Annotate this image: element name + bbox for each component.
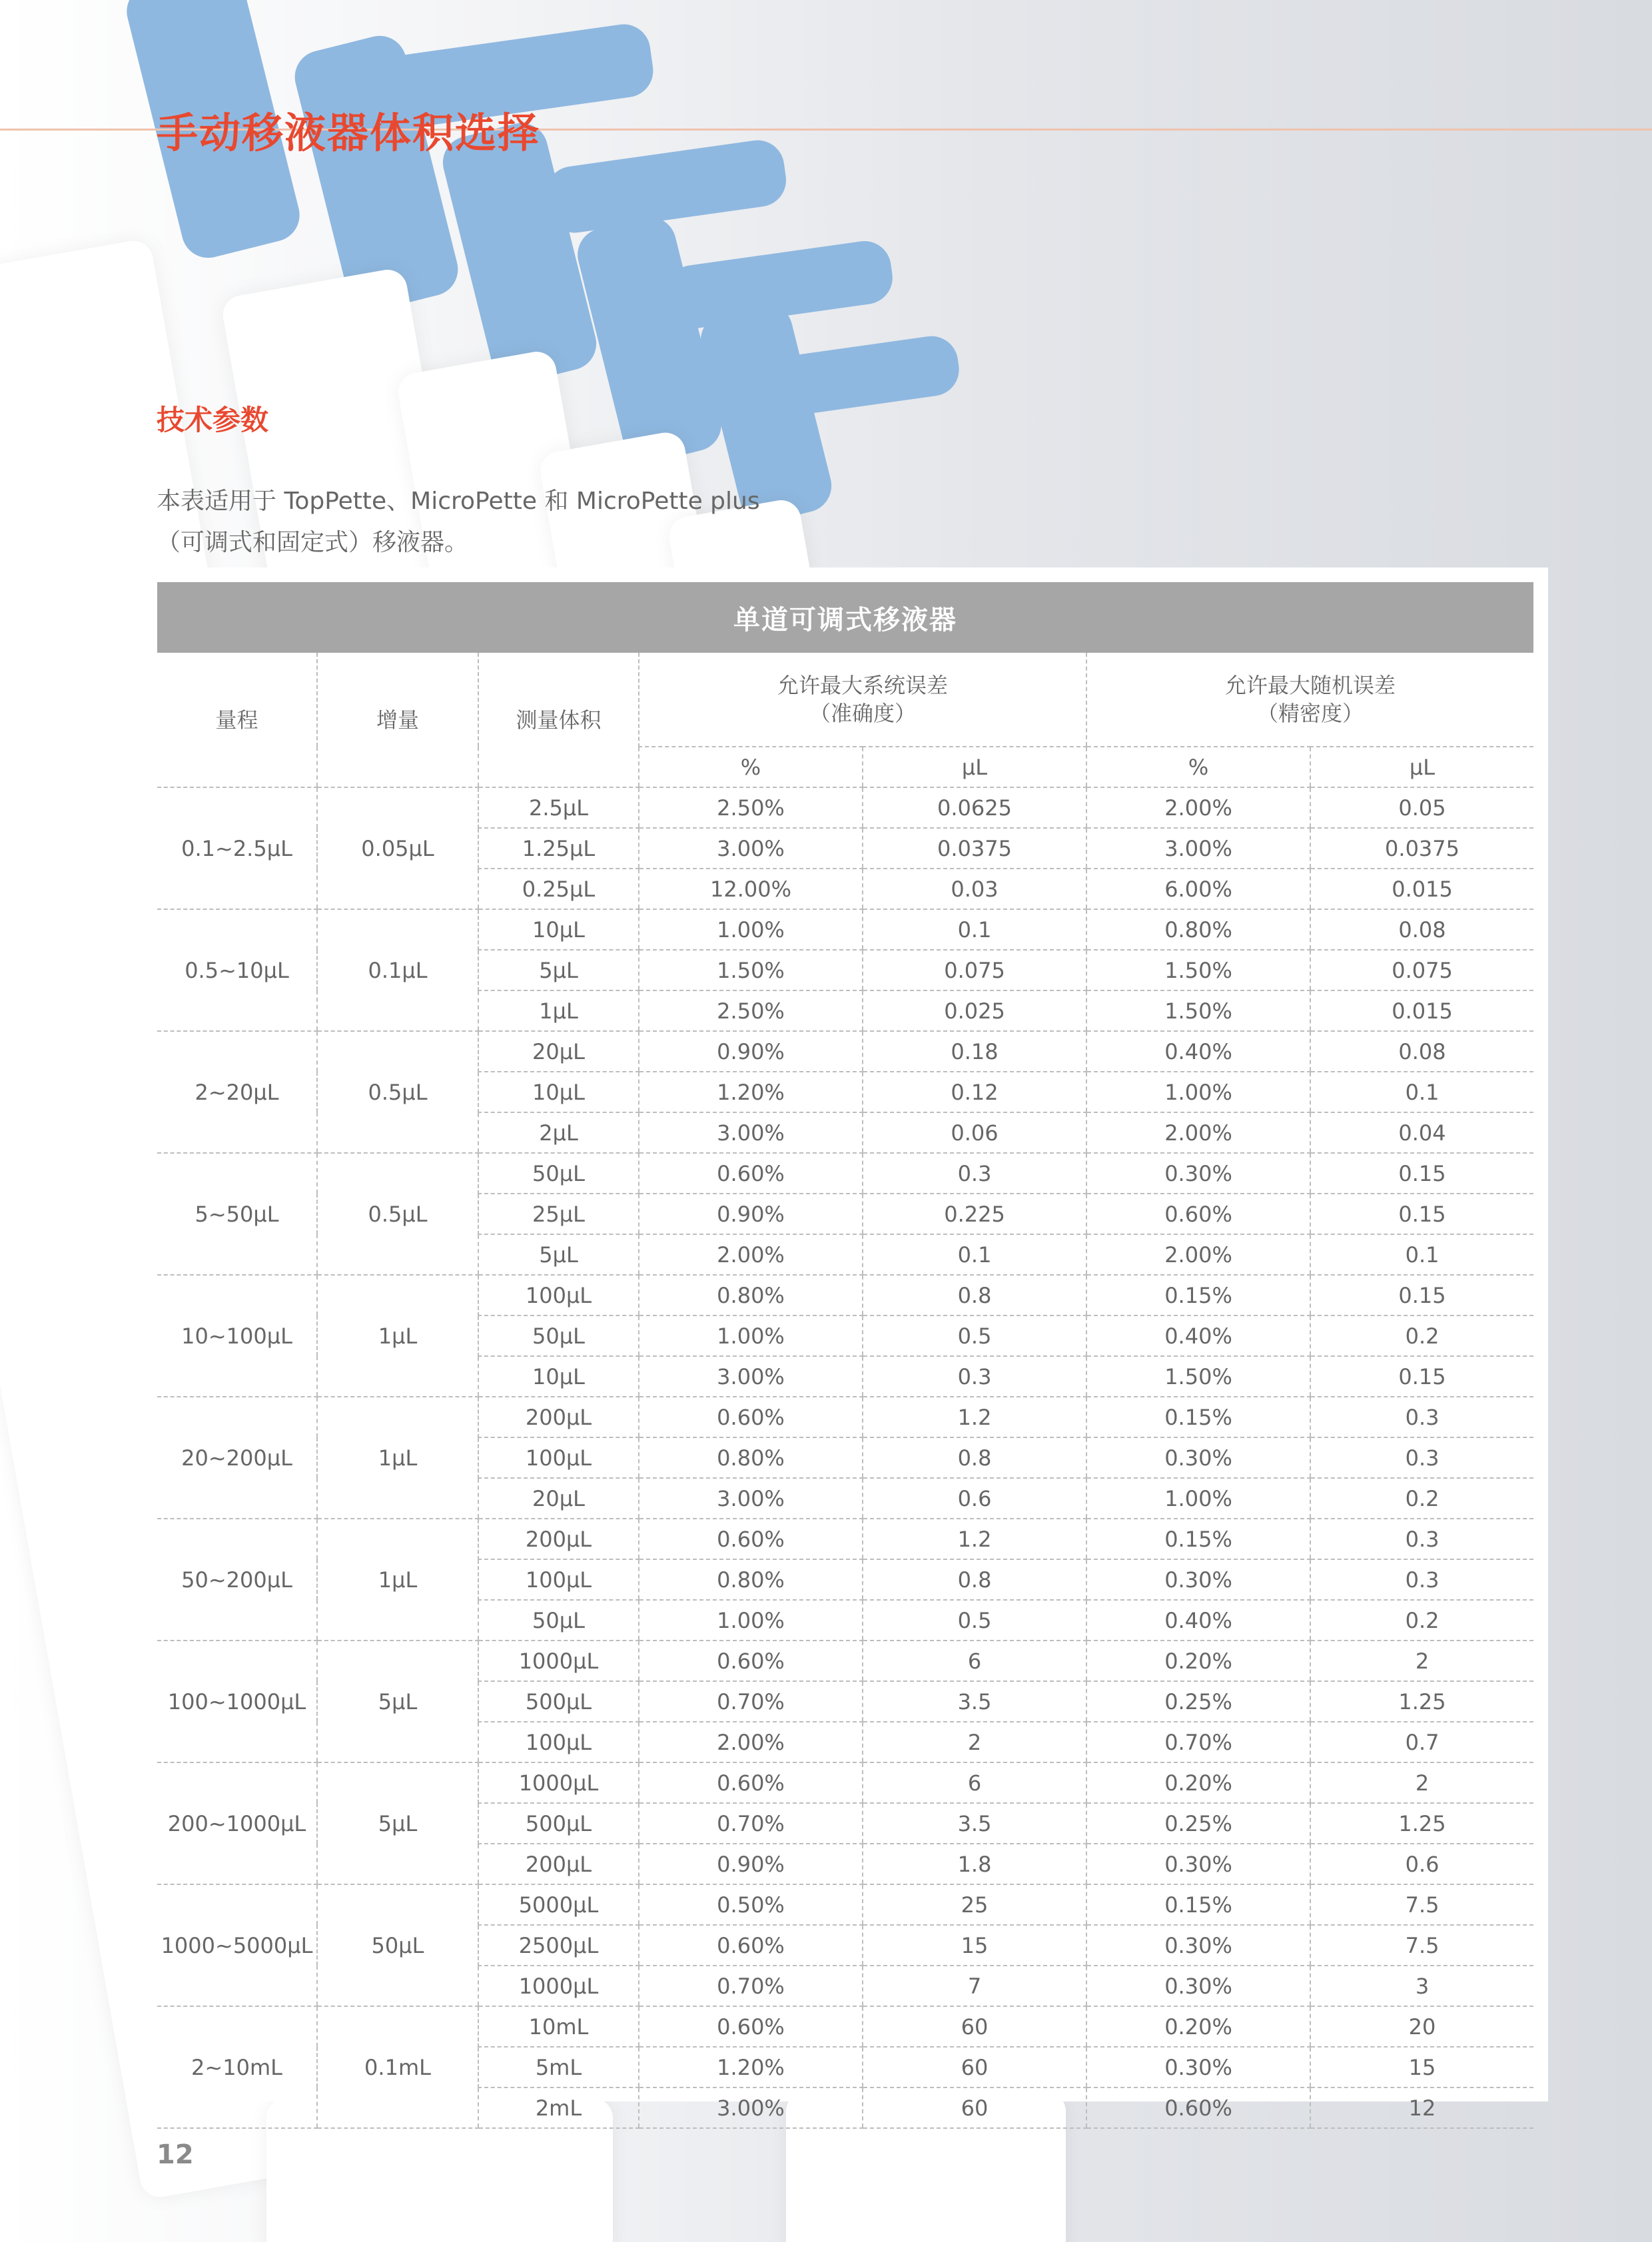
systematic-ul-cell: 6 xyxy=(863,1641,1086,1681)
test-volume-cell: 1.25μL xyxy=(478,828,639,869)
systematic-ul-cell: 3.5 xyxy=(863,1803,1086,1844)
header-range: 量程 xyxy=(157,653,317,787)
systematic-pct-cell: 2.00% xyxy=(639,1234,863,1275)
increment-cell: 1μL xyxy=(317,1397,478,1519)
test-volume-cell: 10μL xyxy=(478,1356,639,1397)
intro-line-1: 本表适用于 TopPette、MicroPette 和 MicroPette plus xyxy=(157,488,760,515)
systematic-ul-cell: 60 xyxy=(863,2047,1086,2087)
systematic-ul-cell: 0.5 xyxy=(863,1600,1086,1641)
test-volume-cell: 10μL xyxy=(478,909,639,950)
systematic-ul-cell: 7 xyxy=(863,1966,1086,2006)
systematic-ul-cell: 15 xyxy=(863,1925,1086,1966)
increment-cell: 0.05μL xyxy=(317,787,478,909)
header-random-error xyxy=(1086,653,1533,747)
range-cell: 1000~5000μL xyxy=(157,1884,317,2006)
systematic-ul-cell: 0.12 xyxy=(863,1072,1086,1112)
random-pct-cell: 0.20% xyxy=(1086,1762,1310,1803)
test-volume-cell: 50μL xyxy=(478,1315,639,1356)
test-volume-cell: 1000μL xyxy=(478,1762,639,1803)
random-pct-cell: 1.50% xyxy=(1086,950,1310,990)
table-row xyxy=(157,1031,1533,1072)
random-pct-cell: 0.20% xyxy=(1086,2006,1310,2047)
random-pct-cell: 0.15% xyxy=(1086,1275,1310,1315)
random-ul-cell: 0.3 xyxy=(1310,1397,1533,1437)
test-volume-cell: 100μL xyxy=(478,1559,639,1600)
header-systematic-title: 允许最大系统误差 xyxy=(777,673,949,698)
table-row xyxy=(157,1397,1533,1437)
systematic-pct-cell: 2.50% xyxy=(639,787,863,828)
header-systematic-pct: % xyxy=(639,747,863,787)
random-ul-cell: 0.15 xyxy=(1310,1356,1533,1397)
systematic-ul-cell: 1.8 xyxy=(863,1844,1086,1884)
systematic-pct-cell: 0.60% xyxy=(639,1641,863,1681)
test-volume-cell: 500μL xyxy=(478,1681,639,1722)
test-volume-cell: 20μL xyxy=(478,1478,639,1519)
random-pct-cell: 0.25% xyxy=(1086,1803,1310,1844)
systematic-pct-cell: 0.60% xyxy=(639,1153,863,1194)
systematic-ul-cell: 6 xyxy=(863,1762,1086,1803)
random-ul-cell: 0.075 xyxy=(1310,950,1533,990)
systematic-pct-cell: 2.50% xyxy=(639,990,863,1031)
systematic-ul-cell: 0.6 xyxy=(863,1478,1086,1519)
page-title: 手动移液器体积选择 xyxy=(157,109,541,157)
random-ul-cell: 0.2 xyxy=(1310,1600,1533,1641)
random-ul-cell: 0.3 xyxy=(1310,1437,1533,1478)
random-ul-cell: 20 xyxy=(1310,2006,1533,2047)
systematic-pct-cell: 0.60% xyxy=(639,2006,863,2047)
random-pct-cell: 2.00% xyxy=(1086,787,1310,828)
range-cell: 0.5~10μL xyxy=(157,909,317,1031)
test-volume-cell: 100μL xyxy=(478,1722,639,1762)
table-row xyxy=(157,2006,1533,2047)
systematic-ul-cell: 0.1 xyxy=(863,1234,1086,1275)
systematic-ul-cell: 0.225 xyxy=(863,1194,1086,1234)
table-row xyxy=(157,1519,1533,1559)
systematic-pct-cell: 0.60% xyxy=(639,1925,863,1966)
random-ul-cell: 1.25 xyxy=(1310,1803,1533,1844)
systematic-ul-cell: 1.2 xyxy=(863,1519,1086,1559)
systematic-pct-cell: 1.50% xyxy=(639,950,863,990)
random-ul-cell: 1.25 xyxy=(1310,1681,1533,1722)
header-random-sub: （精密度） xyxy=(1257,701,1364,726)
test-volume-cell: 1000μL xyxy=(478,1966,639,2006)
test-volume-cell: 10μL xyxy=(478,1072,639,1112)
systematic-pct-cell: 3.00% xyxy=(639,2087,863,2128)
random-ul-cell: 0.2 xyxy=(1310,1478,1533,1519)
systematic-pct-cell: 0.60% xyxy=(639,1762,863,1803)
random-ul-cell: 0.04 xyxy=(1310,1112,1533,1153)
increment-cell: 5μL xyxy=(317,1641,478,1762)
systematic-ul-cell: 0.1 xyxy=(863,909,1086,950)
random-ul-cell: 0.3 xyxy=(1310,1519,1533,1559)
systematic-ul-cell: 0.8 xyxy=(863,1559,1086,1600)
test-volume-cell: 200μL xyxy=(478,1397,639,1437)
random-ul-cell: 0.2 xyxy=(1310,1315,1533,1356)
random-pct-cell: 2.00% xyxy=(1086,1112,1310,1153)
systematic-ul-cell: 0.5 xyxy=(863,1315,1086,1356)
random-pct-cell: 0.40% xyxy=(1086,1031,1310,1072)
random-ul-cell: 0.05 xyxy=(1310,787,1533,828)
systematic-ul-cell: 2 xyxy=(863,1722,1086,1762)
range-cell: 10~100μL xyxy=(157,1275,317,1397)
random-ul-cell: 0.08 xyxy=(1310,909,1533,950)
random-pct-cell: 0.15% xyxy=(1086,1397,1310,1437)
header-random-title: 允许最大随机误差 xyxy=(1225,673,1396,698)
random-pct-cell: 3.00% xyxy=(1086,828,1310,869)
test-volume-cell: 10mL xyxy=(478,2006,639,2047)
random-ul-cell: 0.3 xyxy=(1310,1559,1533,1600)
random-pct-cell: 0.40% xyxy=(1086,1315,1310,1356)
random-ul-cell: 2 xyxy=(1310,1762,1533,1803)
range-cell: 5~50μL xyxy=(157,1153,317,1275)
test-volume-cell: 100μL xyxy=(478,1437,639,1478)
systematic-ul-cell: 60 xyxy=(863,2087,1086,2128)
test-volume-cell: 5000μL xyxy=(478,1884,639,1925)
range-cell: 2~20μL xyxy=(157,1031,317,1153)
random-ul-cell: 3 xyxy=(1310,1966,1533,2006)
random-ul-cell: 7.5 xyxy=(1310,1925,1533,1966)
systematic-pct-cell: 12.00% xyxy=(639,869,863,909)
systematic-pct-cell: 3.00% xyxy=(639,1112,863,1153)
random-pct-cell: 0.30% xyxy=(1086,1559,1310,1600)
test-volume-cell: 2.5μL xyxy=(478,787,639,828)
header-test-volume: 测量体积 xyxy=(478,653,639,787)
range-cell: 50~200μL xyxy=(157,1519,317,1641)
random-ul-cell: 0.15 xyxy=(1310,1153,1533,1194)
random-ul-cell: 0.015 xyxy=(1310,990,1533,1031)
header-random-pct: % xyxy=(1086,747,1310,787)
random-pct-cell: 1.00% xyxy=(1086,1478,1310,1519)
systematic-ul-cell: 25 xyxy=(863,1884,1086,1925)
systematic-ul-cell: 0.3 xyxy=(863,1153,1086,1194)
spec-table-body xyxy=(157,787,1533,2128)
random-pct-cell: 0.30% xyxy=(1086,2047,1310,2087)
random-pct-cell: 0.20% xyxy=(1086,1641,1310,1681)
header-systematic-sub: （准确度） xyxy=(809,701,917,726)
systematic-pct-cell: 2.00% xyxy=(639,1722,863,1762)
systematic-pct-cell: 0.70% xyxy=(639,1681,863,1722)
test-volume-cell: 2mL xyxy=(478,2087,639,2128)
increment-cell: 1μL xyxy=(317,1519,478,1641)
test-volume-cell: 2μL xyxy=(478,1112,639,1153)
random-ul-cell: 0.015 xyxy=(1310,869,1533,909)
systematic-ul-cell: 0.8 xyxy=(863,1275,1086,1315)
range-cell: 0.1~2.5μL xyxy=(157,787,317,909)
systematic-ul-cell: 0.0625 xyxy=(863,787,1086,828)
random-pct-cell: 1.00% xyxy=(1086,1072,1310,1112)
systematic-pct-cell: 0.90% xyxy=(639,1844,863,1884)
random-ul-cell: 0.0375 xyxy=(1310,828,1533,869)
random-pct-cell: 0.25% xyxy=(1086,1681,1310,1722)
table-row xyxy=(157,1275,1533,1315)
test-volume-cell: 1000μL xyxy=(478,1641,639,1681)
table-row xyxy=(157,787,1533,828)
random-pct-cell: 2.00% xyxy=(1086,1234,1310,1275)
random-pct-cell: 0.30% xyxy=(1086,1437,1310,1478)
table-row xyxy=(157,1153,1533,1194)
random-pct-cell: 0.40% xyxy=(1086,1600,1310,1641)
systematic-pct-cell: 3.00% xyxy=(639,1356,863,1397)
test-volume-cell: 500μL xyxy=(478,1803,639,1844)
random-pct-cell: 0.30% xyxy=(1086,1153,1310,1194)
random-pct-cell: 6.00% xyxy=(1086,869,1310,909)
test-volume-cell: 200μL xyxy=(478,1844,639,1884)
systematic-ul-cell: 0.8 xyxy=(863,1437,1086,1478)
random-pct-cell: 0.60% xyxy=(1086,2087,1310,2128)
random-pct-cell: 0.15% xyxy=(1086,1519,1310,1559)
test-volume-cell: 20μL xyxy=(478,1031,639,1072)
random-ul-cell: 0.1 xyxy=(1310,1072,1533,1112)
test-volume-cell: 2500μL xyxy=(478,1925,639,1966)
random-ul-cell: 2 xyxy=(1310,1641,1533,1681)
spec-table xyxy=(157,653,1533,2129)
test-volume-cell: 50μL xyxy=(478,1153,639,1194)
table-row xyxy=(157,1641,1533,1681)
random-ul-cell: 0.15 xyxy=(1310,1275,1533,1315)
range-cell: 20~200μL xyxy=(157,1397,317,1519)
section-heading: 技术参数 xyxy=(157,404,269,436)
table-row xyxy=(157,909,1533,950)
systematic-ul-cell: 1.2 xyxy=(863,1397,1086,1437)
systematic-ul-cell: 0.075 xyxy=(863,950,1086,990)
systematic-ul-cell: 3.5 xyxy=(863,1681,1086,1722)
random-pct-cell: 0.80% xyxy=(1086,909,1310,950)
page-number: 12 xyxy=(157,2139,194,2170)
random-ul-cell: 0.6 xyxy=(1310,1844,1533,1884)
header-systematic-ul: μL xyxy=(863,747,1086,787)
increment-cell: 50μL xyxy=(317,1884,478,2006)
test-volume-cell: 5μL xyxy=(478,950,639,990)
table-row xyxy=(157,1762,1533,1803)
intro-text xyxy=(157,481,956,563)
systematic-pct-cell: 0.70% xyxy=(639,1966,863,2006)
intro-line-2: （可调式和固定式）移液器。 xyxy=(157,529,469,556)
increment-cell: 1μL xyxy=(317,1275,478,1397)
increment-cell: 0.5μL xyxy=(317,1031,478,1153)
systematic-ul-cell: 0.03 xyxy=(863,869,1086,909)
header-increment: 增量 xyxy=(317,653,478,787)
header-random-ul: μL xyxy=(1310,747,1533,787)
systematic-pct-cell: 3.00% xyxy=(639,1478,863,1519)
increment-cell: 0.1mL xyxy=(317,2006,478,2128)
systematic-pct-cell: 0.60% xyxy=(639,1397,863,1437)
random-pct-cell: 0.30% xyxy=(1086,1925,1310,1966)
range-cell: 2~10mL xyxy=(157,2006,317,2128)
systematic-ul-cell: 60 xyxy=(863,2006,1086,2047)
systematic-pct-cell: 0.90% xyxy=(639,1194,863,1234)
table-row xyxy=(157,1884,1533,1925)
systematic-pct-cell: 0.80% xyxy=(639,1559,863,1600)
random-pct-cell: 0.30% xyxy=(1086,1844,1310,1884)
systematic-pct-cell: 0.70% xyxy=(639,1803,863,1844)
systematic-ul-cell: 0.0375 xyxy=(863,828,1086,869)
systematic-pct-cell: 0.80% xyxy=(639,1437,863,1478)
systematic-pct-cell: 0.50% xyxy=(639,1884,863,1925)
random-ul-cell: 0.1 xyxy=(1310,1234,1533,1275)
systematic-pct-cell: 1.20% xyxy=(639,1072,863,1112)
systematic-pct-cell: 1.00% xyxy=(639,1600,863,1641)
systematic-pct-cell: 0.80% xyxy=(639,1275,863,1315)
random-ul-cell: 0.7 xyxy=(1310,1722,1533,1762)
systematic-pct-cell: 1.00% xyxy=(639,909,863,950)
systematic-ul-cell: 0.06 xyxy=(863,1112,1086,1153)
random-pct-cell: 1.50% xyxy=(1086,1356,1310,1397)
increment-cell: 0.1μL xyxy=(317,909,478,1031)
systematic-pct-cell: 0.60% xyxy=(639,1519,863,1559)
random-pct-cell: 0.15% xyxy=(1086,1884,1310,1925)
test-volume-cell: 5mL xyxy=(478,2047,639,2087)
systematic-pct-cell: 0.90% xyxy=(639,1031,863,1072)
random-pct-cell: 0.70% xyxy=(1086,1722,1310,1762)
systematic-ul-cell: 0.18 xyxy=(863,1031,1086,1072)
test-volume-cell: 5μL xyxy=(478,1234,639,1275)
increment-cell: 5μL xyxy=(317,1762,478,1884)
test-volume-cell: 200μL xyxy=(478,1519,639,1559)
random-ul-cell: 15 xyxy=(1310,2047,1533,2087)
random-pct-cell: 1.50% xyxy=(1086,990,1310,1031)
random-pct-cell: 0.60% xyxy=(1086,1194,1310,1234)
random-pct-cell: 0.30% xyxy=(1086,1966,1310,2006)
test-volume-cell: 0.25μL xyxy=(478,869,639,909)
test-volume-cell: 25μL xyxy=(478,1194,639,1234)
header-systematic-error xyxy=(639,653,1086,747)
test-volume-cell: 50μL xyxy=(478,1600,639,1641)
systematic-pct-cell: 3.00% xyxy=(639,828,863,869)
table-caption: 单道可调式移液器 xyxy=(157,582,1533,653)
random-ul-cell: 12 xyxy=(1310,2087,1533,2128)
test-volume-cell: 1μL xyxy=(478,990,639,1031)
systematic-ul-cell: 0.3 xyxy=(863,1356,1086,1397)
random-ul-cell: 0.08 xyxy=(1310,1031,1533,1072)
systematic-pct-cell: 1.00% xyxy=(639,1315,863,1356)
systematic-ul-cell: 0.025 xyxy=(863,990,1086,1031)
range-cell: 200~1000μL xyxy=(157,1762,317,1884)
test-volume-cell: 100μL xyxy=(478,1275,639,1315)
random-ul-cell: 7.5 xyxy=(1310,1884,1533,1925)
systematic-pct-cell: 1.20% xyxy=(639,2047,863,2087)
random-ul-cell: 0.15 xyxy=(1310,1194,1533,1234)
increment-cell: 0.5μL xyxy=(317,1153,478,1275)
range-cell: 100~1000μL xyxy=(157,1641,317,1762)
